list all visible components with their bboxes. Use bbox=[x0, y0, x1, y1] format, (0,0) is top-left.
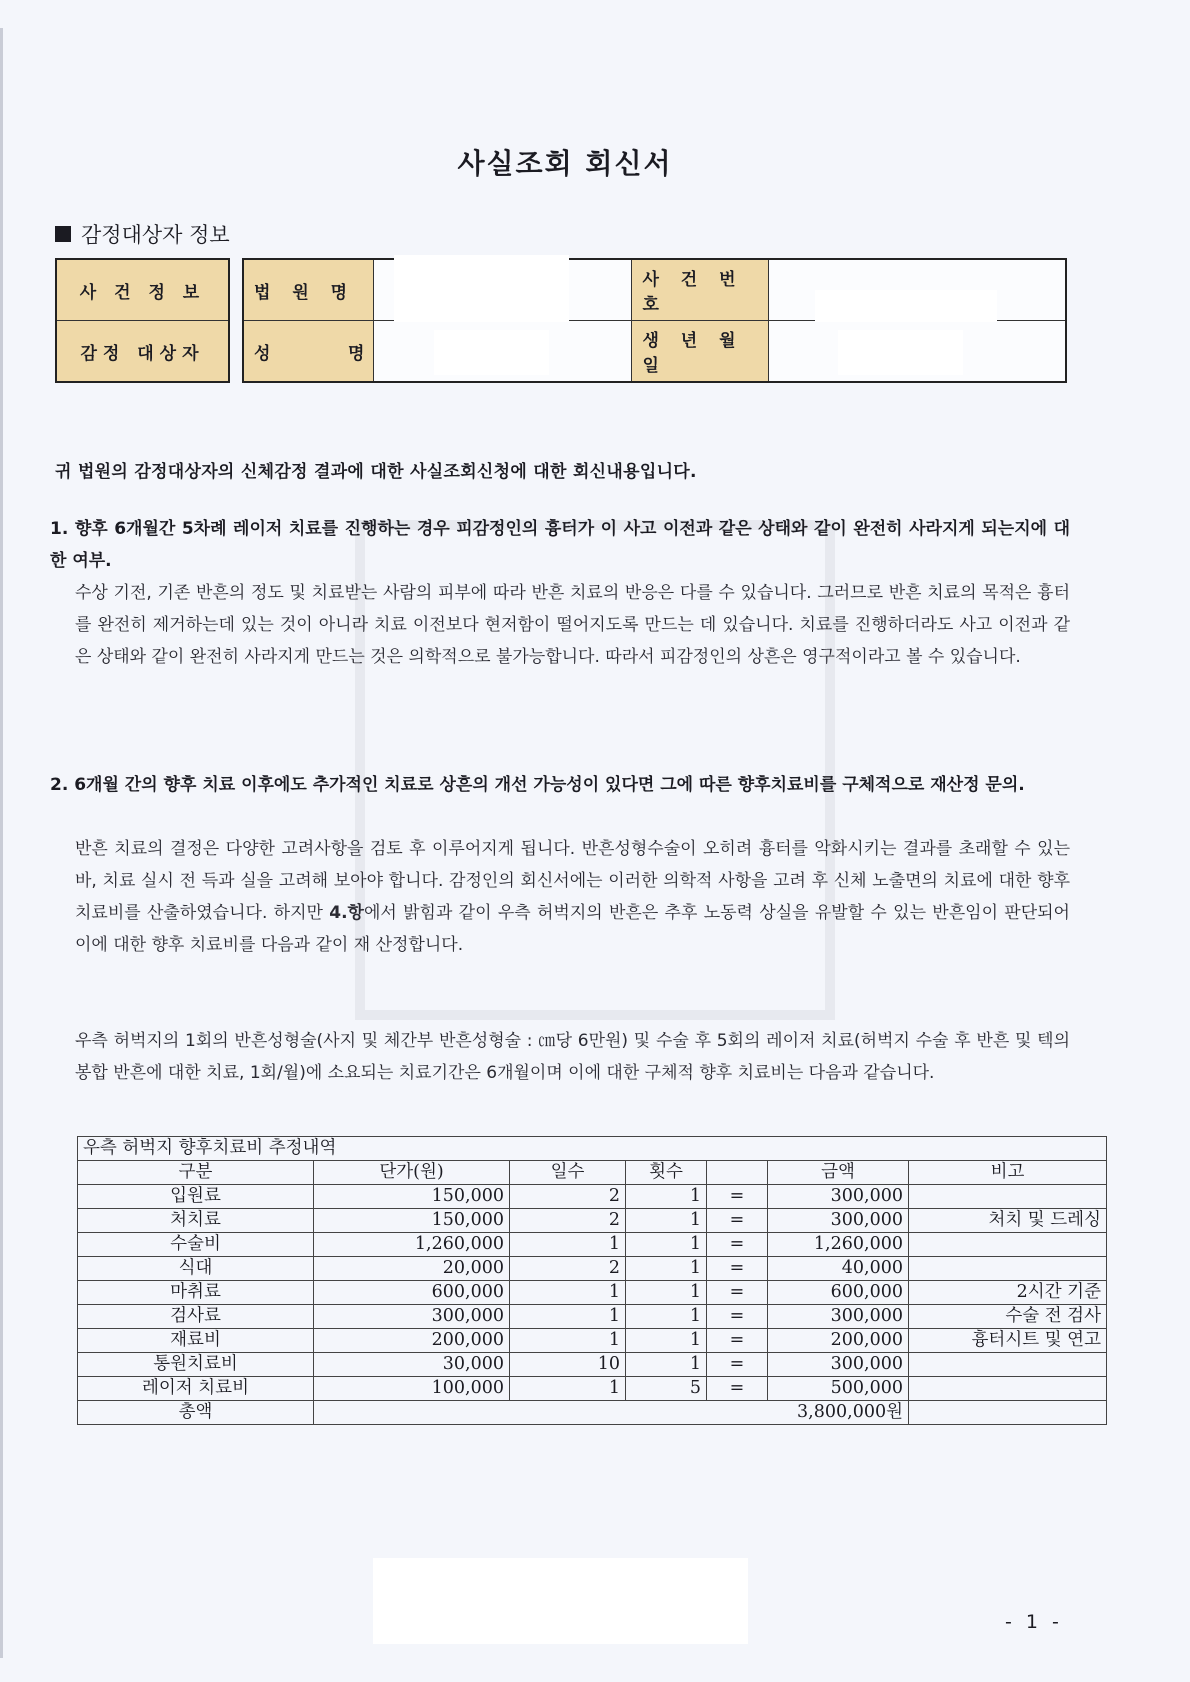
row-note bbox=[909, 1185, 1107, 1209]
redaction-signature bbox=[373, 1558, 748, 1644]
table-row bbox=[78, 1377, 1107, 1401]
row-note bbox=[909, 1353, 1107, 1377]
answer-2-part1: 반흔 치료의 결정은 다양한 고려사항을 검토 후 이루어지게 됩니다. 반흔성형수술이 오히려 흉터를 악화시키는 결과를 초래할 수 있는 바, 치료 실시 전 득과 실을 고려해 보아야 합니다. 감정인의 회신서에는 이러한 의학적 사항을 고려 후 신체 노출면의 치료에 대한 향후 치료비를 산출하였습니다. 하지만 bbox=[75, 839, 1070, 923]
total-row bbox=[78, 1401, 1107, 1425]
section-heading bbox=[55, 219, 230, 249]
answer-2-ref: 4.항 bbox=[329, 903, 364, 923]
document-title: 사실조회 회신서 bbox=[457, 147, 673, 180]
header-unit-price: 단가(원) bbox=[314, 1161, 510, 1185]
row-unit-price: 150,000 bbox=[314, 1185, 510, 1209]
answer-3: 우측 허벅지의 1회의 반흔성형술(사지 및 체간부 반흔성형술 : ㎝당 6만원) 및 수술 후 5회의 레이저 치료(허벅지 수술 후 반흔 및 텍의 봉합 반흔에 대한 치료, 1회/월)에 소요되는 치료기간은 6개월이며 이에 대한 구체적 향후 치료비는 다음과 같습니다. bbox=[75, 1031, 1070, 1083]
info-label-table bbox=[55, 258, 230, 383]
row-note bbox=[909, 1377, 1107, 1401]
row-category: 레이저 치료비 bbox=[78, 1377, 314, 1401]
table-row bbox=[78, 1233, 1107, 1257]
row-category: 입원료 bbox=[78, 1185, 314, 1209]
row-amount: 200,000 bbox=[768, 1329, 909, 1353]
row-equals: = bbox=[707, 1185, 768, 1209]
row-category: 마취료 bbox=[78, 1281, 314, 1305]
row-count: 1 bbox=[626, 1209, 707, 1233]
row-amount: 300,000 bbox=[768, 1305, 909, 1329]
table-row bbox=[78, 1305, 1107, 1329]
row-count: 1 bbox=[626, 1233, 707, 1257]
cost-table bbox=[77, 1136, 1107, 1425]
row-unit-price: 1,260,000 bbox=[314, 1233, 510, 1257]
row-amount: 300,000 bbox=[768, 1185, 909, 1209]
row-unit-price: 600,000 bbox=[314, 1281, 510, 1305]
row-count: 1 bbox=[626, 1305, 707, 1329]
name-label: 성 명 bbox=[243, 321, 374, 383]
header-category: 구분 bbox=[78, 1161, 314, 1185]
row-note bbox=[909, 1233, 1107, 1257]
total-label: 총액 bbox=[78, 1401, 314, 1425]
row-unit-price: 150,000 bbox=[314, 1209, 510, 1233]
row-note: 2시간 기준 bbox=[909, 1281, 1107, 1305]
redaction-case-number bbox=[815, 290, 997, 322]
row-amount: 500,000 bbox=[768, 1377, 909, 1401]
header-amount: 금액 bbox=[768, 1161, 909, 1185]
dob-label: 생 년 월 일 bbox=[632, 321, 769, 383]
cost-table-header bbox=[78, 1161, 1107, 1185]
page-edge bbox=[0, 28, 3, 1658]
row-count: 1 bbox=[626, 1353, 707, 1377]
row-unit-price: 20,000 bbox=[314, 1257, 510, 1281]
row-days: 1 bbox=[510, 1377, 626, 1401]
row-days: 10 bbox=[510, 1353, 626, 1377]
row-amount: 300,000 bbox=[768, 1353, 909, 1377]
total-value: 3,800,000원 bbox=[314, 1401, 909, 1425]
row-amount: 300,000 bbox=[768, 1209, 909, 1233]
table-row bbox=[78, 1257, 1107, 1281]
row-unit-price: 30,000 bbox=[314, 1353, 510, 1377]
question-1: 1. 향후 6개월간 5차례 레이저 치료를 진행하는 경우 피감정인의 흉터가 이 사고 이전과 같은 상태와 같이 완전히 사라지게 되는지에 대한 여부. bbox=[50, 519, 1070, 571]
row-equals: = bbox=[707, 1353, 768, 1377]
row-equals: = bbox=[707, 1233, 768, 1257]
header-equals bbox=[707, 1161, 768, 1185]
row-equals: = bbox=[707, 1305, 768, 1329]
court-label: 법 원 명 bbox=[243, 259, 374, 321]
row-category: 수술비 bbox=[78, 1233, 314, 1257]
page-number: - 1 - bbox=[1005, 1611, 1063, 1633]
table-row bbox=[78, 1209, 1107, 1233]
section-heading-text: 감정대상자 정보 bbox=[81, 223, 230, 247]
answer-2-part2: 에서 밝힘과 같이 우측 허벅지의 반흔은 추후 노동력 상실을 유발할 수 있는 반흔임이 판단되어 이에 대한 향후 치료비를 다음과 같이 재 산정합니다. bbox=[75, 903, 1070, 955]
row-note bbox=[909, 1257, 1107, 1281]
row-equals: = bbox=[707, 1209, 768, 1233]
table-row bbox=[78, 1353, 1107, 1377]
subject-label: 감정 대상자 bbox=[56, 321, 229, 383]
table-row bbox=[78, 1329, 1107, 1353]
row-days: 2 bbox=[510, 1257, 626, 1281]
row-amount: 40,000 bbox=[768, 1257, 909, 1281]
row-category: 통원치료비 bbox=[78, 1353, 314, 1377]
row-days: 1 bbox=[510, 1281, 626, 1305]
row-unit-price: 300,000 bbox=[314, 1305, 510, 1329]
table-row bbox=[78, 1185, 1107, 1209]
redaction-name bbox=[434, 330, 549, 375]
row-count: 1 bbox=[626, 1257, 707, 1281]
row-equals: = bbox=[707, 1281, 768, 1305]
case-info-label: 사 건 정 보 bbox=[56, 259, 229, 321]
header-days: 일수 bbox=[510, 1161, 626, 1185]
row-equals: = bbox=[707, 1257, 768, 1281]
row-note: 흉터시트 및 연고 bbox=[909, 1329, 1107, 1353]
question-2: 2. 6개월 간의 향후 치료 이후에도 추가적인 치료로 상흔의 개선 가능성이 있다면 그에 따른 향후치료비를 구체적으로 재산정 문의. bbox=[50, 775, 1025, 795]
header-count: 횟수 bbox=[626, 1161, 707, 1185]
row-unit-price: 200,000 bbox=[314, 1329, 510, 1353]
row-note: 처치 및 드레싱 bbox=[909, 1209, 1107, 1233]
row-days: 2 bbox=[510, 1185, 626, 1209]
cost-table-caption: 우측 허벅지 향후치료비 추정내역 bbox=[78, 1137, 510, 1161]
redaction-dob bbox=[838, 330, 963, 375]
answer-2 bbox=[75, 833, 1070, 961]
row-count: 1 bbox=[626, 1281, 707, 1305]
row-days: 2 bbox=[510, 1209, 626, 1233]
row-category: 식대 bbox=[78, 1257, 314, 1281]
case-number-label: 사 건 번 호 bbox=[632, 259, 769, 321]
row-unit-price: 100,000 bbox=[314, 1377, 510, 1401]
row-days: 1 bbox=[510, 1329, 626, 1353]
table-row bbox=[78, 1281, 1107, 1305]
row-days: 1 bbox=[510, 1233, 626, 1257]
redaction-court bbox=[394, 255, 569, 322]
row-note: 수술 전 검사 bbox=[909, 1305, 1107, 1329]
row-equals: = bbox=[707, 1329, 768, 1353]
answer-1: 수상 기전, 기존 반흔의 정도 및 치료받는 사람의 피부에 따라 반흔 치료의 반응은 다를 수 있습니다. 그러므로 반흔 치료의 목적은 흉터를 완전히 제거하는데 있는 것이 아니라 치료 이전보다 현저함이 떨어지도록 만드는 데 있습니다. 치료를 진행하더라도 사고 이전과 같은 상태와 같이 완전히 사라지게 만드는 것은 의학적으로 불가능합니다. 따라서 피감정인의 상흔은 영구적이라고 볼 수 있습니다. bbox=[75, 583, 1070, 667]
row-count: 1 bbox=[626, 1185, 707, 1209]
square-bullet-icon bbox=[55, 226, 71, 242]
row-category: 재료비 bbox=[78, 1329, 314, 1353]
row-category: 검사료 bbox=[78, 1305, 314, 1329]
intro-text: 귀 법원의 감정대상자의 신체감정 결과에 대한 사실조회신청에 대한 회신내용입니다. bbox=[55, 462, 697, 482]
row-category: 처치료 bbox=[78, 1209, 314, 1233]
row-count: 5 bbox=[626, 1377, 707, 1401]
header-note: 비고 bbox=[909, 1161, 1107, 1185]
row-amount: 600,000 bbox=[768, 1281, 909, 1305]
row-count: 1 bbox=[626, 1329, 707, 1353]
row-days: 1 bbox=[510, 1305, 626, 1329]
row-amount: 1,260,000 bbox=[768, 1233, 909, 1257]
row-equals: = bbox=[707, 1377, 768, 1401]
